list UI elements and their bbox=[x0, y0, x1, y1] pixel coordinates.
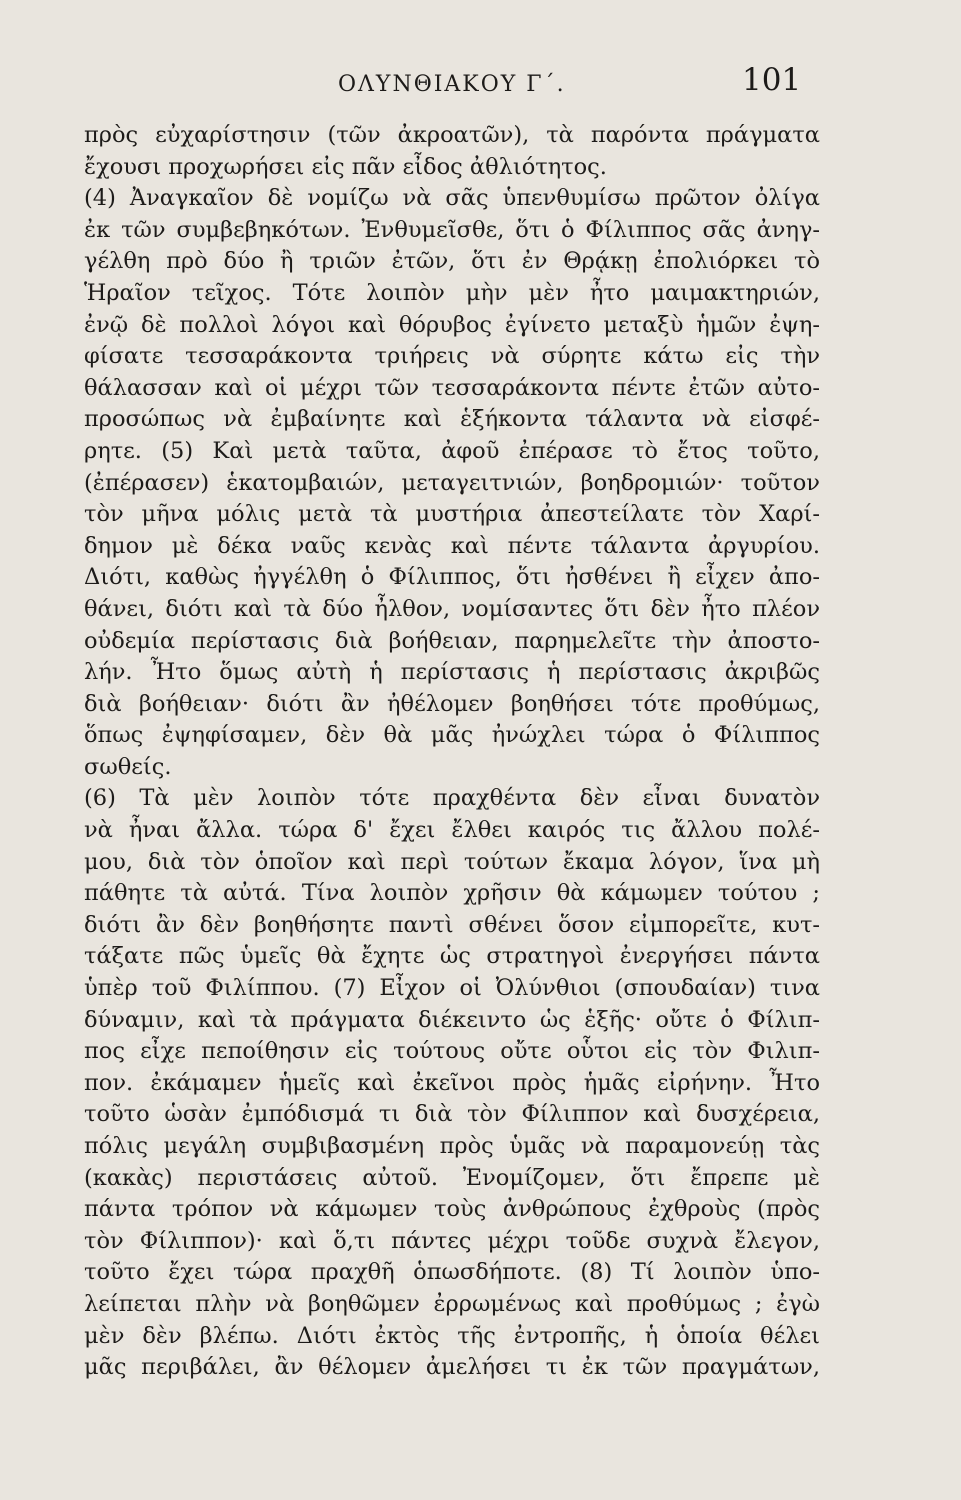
text-line: (κακὰς) περιστάσεις αὐτοῦ. Ἐνομίζομεν, ὅτι ἔπρεπε μὲ bbox=[84, 1164, 820, 1191]
text-line: φίσατε τεσσαράκοντα τριήρεις νὰ σύρητε κάτω εἰς τὴν bbox=[84, 343, 820, 370]
text-line: πος εἶχε πεποίθησιν εἰς τούτους οὔτε οὗτοι εἰς τὸν Φιλιπ- bbox=[84, 1038, 820, 1065]
text-line: θάνει, διότι καὶ τὰ δύο ἦλθον, νομίσαντες ὅτι δὲν ἦτο πλέον bbox=[84, 595, 820, 622]
text-line: μου, διὰ τὸν ὁποῖον καὶ περὶ τούτων ἔκαμα λόγον, ἵνα μὴ bbox=[84, 848, 820, 875]
text-line: πάντα τρόπον νὰ κάμωμεν τοὺς ἀνθρώπους ἐχθροὺς (πρὸς bbox=[84, 1196, 820, 1223]
text-line: ὑπὲρ τοῦ Φιλίππου. (7) Εἶχον οἱ Ὀλύνθιοι (σπουδαίαν) τινα bbox=[84, 975, 820, 1002]
text-line: (6) Τὰ μὲν λοιπὸν τότε πραχθέντα δὲν εἶναι δυνατὸν bbox=[84, 785, 820, 812]
text-line: θάλασσαν καὶ οἱ μέχρι τῶν τεσσαράκοντα πέντε ἐτῶν αὐτο- bbox=[84, 374, 820, 401]
text-line: ἐκ τῶν συμβεβηκότων. Ἐνθυμεῖσθε, ὅτι ὁ Φίλιππος σᾶς ἀνηγ- bbox=[84, 216, 820, 243]
text-line: ἔχουσι προχωρήσει εἰς πᾶν εἶδος ἀθλιότητος. bbox=[84, 153, 607, 180]
text-line: προσώπως νὰ ἐμβαίνητε καὶ ἑξήκοντα τάλαντα νὰ εἰσφέ- bbox=[84, 406, 820, 433]
running-title: ΟΛΥΝΘΙΑΚΟΥ Γ΄. bbox=[338, 72, 566, 97]
text-line: πρὸς εὐχαρίστησιν (τῶν ἀκροατῶν), τὰ παρόντα πράγματα bbox=[84, 122, 820, 148]
text-line: μᾶς περιβάλει, ἂν θέλομεν ἀμελήσει τι ἐκ τῶν πραγμάτων, bbox=[84, 1354, 820, 1381]
text-line: τοῦτο ἔχει τώρα πραχθῆ ὁπωσδήποτε. (8) Τί λοιπὸν ὑπο- bbox=[84, 1259, 820, 1286]
text-line: νὰ ἦναι ἄλλα. τώρα δ' ἔχει ἔλθει καιρός τις ἄλλου πολέ- bbox=[84, 817, 820, 844]
text-line: πον. ἐκάμαμεν ἡμεῖς καὶ ἐκεῖνοι πρὸς ἡμᾶς εἰρήνην. Ἦτο bbox=[84, 1069, 820, 1096]
text-line: Ἡραῖον τεῖχος. Τότε λοιπὸν μὴν μὲν ἦτο μαιμακτηριών, bbox=[84, 279, 820, 306]
text-line: λήν. Ἦτο ὅμως αὐτὴ ἡ περίστασις ἡ περίστασις ἀκριβῶς bbox=[84, 659, 820, 686]
text-line: δημον μὲ δέκα ναῦς κενὰς καὶ πέντε τάλαντα ἀργυρίου. bbox=[84, 532, 820, 559]
page-number: 101 bbox=[742, 62, 802, 98]
text-line: μὲν δὲν βλέπω. Διότι ἐκτὸς τῆς ἐντροπῆς, ἡ ὁποία θέλει bbox=[84, 1322, 820, 1349]
text-line: λείπεται πλὴν νὰ βοηθῶμεν ἐρρωμένως καὶ προθύμως ; ἐγὼ bbox=[84, 1290, 820, 1317]
body-text bbox=[84, 120, 820, 1384]
text-line: τὸν Φίλιππον)· καὶ ὅ,τι πάντες μέχρι τοῦδε συχνὰ ἔλεγον, bbox=[84, 1227, 820, 1254]
text-line: ἐνῷ δὲ πολλοὶ λόγοι καὶ θόρυβος ἐγίνετο μεταξὺ ἡμῶν ἐψη- bbox=[84, 311, 820, 338]
text-line: ρητε. (5) Καὶ μετὰ ταῦτα, ἀφοῦ ἐπέρασε τὸ ἔτος τοῦτο, bbox=[84, 437, 820, 464]
text-line: διότι ἂν δὲν βοηθήσητε παντὶ σθένει ὅσον εἰμπορεῖτε, κυτ- bbox=[84, 911, 820, 938]
text-line: οὐδεμία περίστασις διὰ βοήθειαν, παρημελεῖτε τὴν ἀποστο- bbox=[84, 627, 820, 654]
text-line: τάξατε πῶς ὑμεῖς θὰ ἔχητε ὡς στρατηγοὶ ἐνεργήσει πάντα bbox=[84, 943, 820, 970]
text-line: διὰ βοήθειαν· διότι ἂν ἠθέλομεν βοηθήσει τότε προθύμως, bbox=[84, 690, 820, 717]
text-line: ὅπως ἐψηφίσαμεν, δὲν θὰ μᾶς ἠνώχλει τώρα ὁ Φίλιππος bbox=[84, 722, 820, 749]
text-line: τὸν μῆνα μόλις μετὰ τὰ μυστήρια ἀπεστείλατε τὸν Χαρί- bbox=[84, 501, 820, 528]
text-line: (ἐπέρασεν) ἑκατομβαιών, μεταγειτνιών, βοηδρομιών· τοῦτον bbox=[84, 469, 820, 496]
text-line: πάθητε τὰ αὐτά. Τίνα λοιπὸν χρῆσιν θὰ κάμωμεν τούτου ; bbox=[84, 880, 820, 907]
text-line: γέλθη πρὸ δύο ἢ τριῶν ἐτῶν, ὅτι ἐν Θρᾴκῃ ἐπολιόρκει τὸ bbox=[84, 248, 820, 275]
text-line: σωθείς. bbox=[84, 753, 172, 780]
text-line: (4) Ἀναγκαῖον δὲ νομίζω νὰ σᾶς ὑπενθυμίσω πρῶτον ὀλίγα bbox=[84, 185, 820, 212]
text-line: δύναμιν, καὶ τὰ πράγματα διέκειντο ὡς ἑξῆς· οὔτε ὁ Φίλιπ- bbox=[84, 1006, 820, 1033]
text-line: Διότι, καθὼς ἠγγέλθη ὁ Φίλιππος, ὅτι ἠσθένει ἢ εἶχεν ἀπο- bbox=[84, 564, 820, 591]
page-header bbox=[0, 62, 961, 102]
text-line: πόλις μεγάλη συμβιβασμένη πρὸς ὑμᾶς νὰ παραμονεύῃ τὰς bbox=[84, 1133, 820, 1159]
text-line: τοῦτο ὡσὰν ἐμπόδισμά τι διὰ τὸν Φίλιππον καὶ δυσχέρεια, bbox=[84, 1101, 820, 1128]
